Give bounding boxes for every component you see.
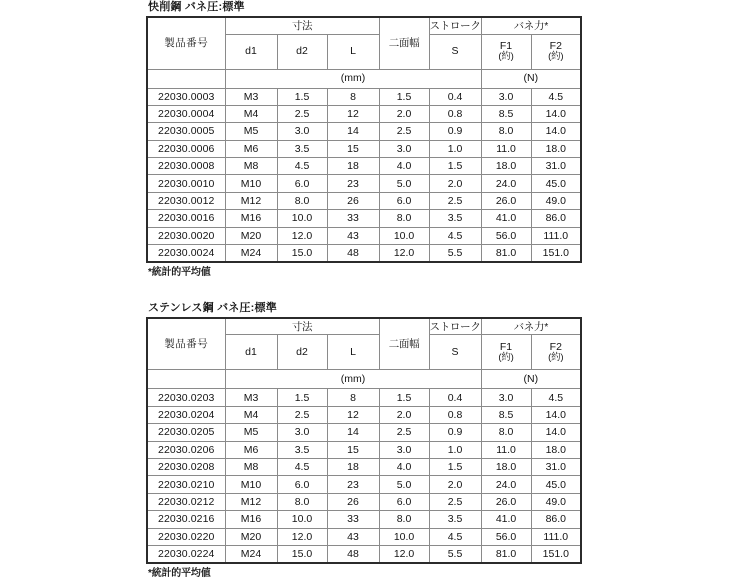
cell-part-number: 22030.0208 [147, 458, 225, 475]
cell-part-number: 22030.0004 [147, 105, 225, 122]
cell-d2: 15.0 [277, 245, 327, 262]
cell-f2: 86.0 [531, 511, 581, 528]
header-units-blank [147, 69, 225, 88]
cell-stroke: 2.0 [429, 175, 481, 192]
cell-stroke: 0.8 [429, 406, 481, 423]
cell-d2: 3.5 [277, 140, 327, 157]
cell-f2: 18.0 [531, 441, 581, 458]
cell-d2: 8.0 [277, 493, 327, 510]
cell-l: 8 [327, 88, 379, 105]
table-row [147, 528, 581, 545]
cell-stroke: 0.4 [429, 389, 481, 406]
header-f1-label: F1 [499, 340, 513, 353]
cell-part-number: 22030.0205 [147, 424, 225, 441]
header-d2: d2 [277, 335, 327, 370]
cell-stroke: 3.5 [429, 511, 481, 528]
cell-l: 18 [327, 458, 379, 475]
cell-d1: M4 [225, 105, 277, 122]
cell-f1: 18.0 [481, 158, 531, 175]
cell-d2: 4.5 [277, 158, 327, 175]
cell-f1: 3.0 [481, 389, 531, 406]
cell-width-across-flats: 1.5 [379, 88, 429, 105]
cell-l: 15 [327, 140, 379, 157]
cell-width-across-flats: 3.0 [379, 441, 429, 458]
cell-f1: 26.0 [481, 493, 531, 510]
cell-d1: M20 [225, 528, 277, 545]
cell-part-number: 22030.0006 [147, 140, 225, 157]
cell-l: 14 [327, 424, 379, 441]
cell-f2: 4.5 [531, 88, 581, 105]
cell-part-number: 22030.0203 [147, 389, 225, 406]
header-row-units [147, 370, 581, 389]
header-unit-newton: (N) [481, 69, 581, 88]
header-unit-mm: (mm) [225, 69, 481, 88]
cell-f2: 45.0 [531, 476, 581, 493]
cell-f1: 81.0 [481, 545, 531, 562]
cell-part-number: 22030.0008 [147, 158, 225, 175]
block-spacer [146, 279, 586, 301]
header-f2-label: F2 [549, 40, 562, 52]
cell-l: 26 [327, 192, 379, 209]
cell-part-number: 22030.0204 [147, 406, 225, 423]
table-row [147, 158, 581, 175]
cell-width-across-flats: 2.5 [379, 424, 429, 441]
header-f2-label: F2 [549, 340, 562, 353]
table-header [147, 17, 581, 88]
cell-part-number: 22030.0012 [147, 192, 225, 209]
cell-width-across-flats: 5.0 [379, 175, 429, 192]
cell-stroke: 0.9 [429, 123, 481, 140]
cell-d2: 4.5 [277, 458, 327, 475]
cell-part-number: 22030.0016 [147, 210, 225, 227]
cell-d1: M10 [225, 175, 277, 192]
header-f1-label: F1 [499, 40, 513, 52]
header-row-groups [147, 17, 581, 34]
table-row [147, 493, 581, 510]
cell-width-across-flats: 6.0 [379, 493, 429, 510]
cell-f2: 49.0 [531, 493, 581, 510]
cell-width-across-flats: 8.0 [379, 511, 429, 528]
cell-stroke: 2.5 [429, 192, 481, 209]
cell-f1: 41.0 [481, 511, 531, 528]
header-d1: d1 [225, 335, 277, 370]
spec-sheet [146, 0, 586, 580]
cell-stroke: 2.0 [429, 476, 481, 493]
cell-l: 48 [327, 245, 379, 262]
cell-f1: 41.0 [481, 210, 531, 227]
cell-d2: 3.0 [277, 123, 327, 140]
cell-stroke: 5.5 [429, 245, 481, 262]
cell-stroke: 1.0 [429, 441, 481, 458]
cell-d2: 2.5 [277, 105, 327, 122]
cell-d1: M3 [225, 88, 277, 105]
header-l: L [327, 34, 379, 69]
table-body [147, 88, 581, 262]
table-row [147, 441, 581, 458]
header-part-number: 製品番号 [147, 318, 225, 370]
table-row [147, 424, 581, 441]
cell-f2: 14.0 [531, 105, 581, 122]
cell-f1: 11.0 [481, 441, 531, 458]
cell-stroke: 0.4 [429, 88, 481, 105]
header-unit-newton: (N) [481, 370, 581, 389]
cell-f1: 24.0 [481, 175, 531, 192]
cell-d1: M12 [225, 493, 277, 510]
cell-d2: 3.0 [277, 424, 327, 441]
header-f2 [531, 34, 581, 69]
header-f1 [481, 335, 531, 370]
cell-f2: 14.0 [531, 123, 581, 140]
header-f1-approx: (約) [498, 51, 514, 63]
table-title: ステンレス鋼 バネ圧:標準 [148, 301, 277, 314]
cell-part-number: 22030.0224 [147, 545, 225, 562]
header-unit-mm: (mm) [225, 370, 481, 389]
cell-width-across-flats: 4.0 [379, 158, 429, 175]
table-row [147, 476, 581, 493]
cell-stroke: 5.5 [429, 545, 481, 562]
header-f1 [481, 34, 531, 69]
cell-f2: 31.0 [531, 158, 581, 175]
cell-f2: 111.0 [531, 227, 581, 244]
cell-width-across-flats: 2.0 [379, 406, 429, 423]
cell-d2: 2.5 [277, 406, 327, 423]
table-row [147, 227, 581, 244]
header-l: L [327, 335, 379, 370]
spec-block-stainless-steel [146, 301, 586, 580]
cell-d2: 10.0 [277, 511, 327, 528]
cell-width-across-flats: 3.0 [379, 140, 429, 157]
header-dimensions-group: 寸法 [225, 17, 379, 34]
cell-f1: 8.0 [481, 123, 531, 140]
table-row [147, 123, 581, 140]
cell-l: 26 [327, 493, 379, 510]
cell-f1: 8.5 [481, 105, 531, 122]
cell-f2: 14.0 [531, 406, 581, 423]
table-row [147, 406, 581, 423]
table-row [147, 458, 581, 475]
cell-d2: 10.0 [277, 210, 327, 227]
cell-l: 14 [327, 123, 379, 140]
table-row [147, 105, 581, 122]
header-dimensions-group: 寸法 [225, 318, 379, 335]
spec-table [146, 317, 582, 564]
table-row [147, 511, 581, 528]
cell-stroke: 3.5 [429, 210, 481, 227]
cell-f2: 14.0 [531, 424, 581, 441]
cell-width-across-flats: 1.5 [379, 389, 429, 406]
cell-l: 33 [327, 511, 379, 528]
cell-f1: 56.0 [481, 528, 531, 545]
header-d2: d2 [277, 34, 327, 69]
cell-l: 48 [327, 545, 379, 562]
cell-d2: 12.0 [277, 528, 327, 545]
header-f2-approx: (約) [548, 51, 564, 63]
cell-d1: M3 [225, 389, 277, 406]
cell-part-number: 22030.0212 [147, 493, 225, 510]
table-footnote: *統計的平均値 [148, 266, 211, 278]
table-row [147, 192, 581, 209]
cell-l: 43 [327, 528, 379, 545]
cell-d2: 1.5 [277, 88, 327, 105]
cell-width-across-flats: 2.0 [379, 105, 429, 122]
header-spring-force-group: バネ力* [481, 17, 581, 34]
cell-stroke: 4.5 [429, 227, 481, 244]
cell-d1: M6 [225, 140, 277, 157]
cell-d2: 1.5 [277, 389, 327, 406]
cell-l: 43 [327, 227, 379, 244]
table-header [147, 318, 581, 389]
cell-f2: 45.0 [531, 175, 581, 192]
cell-part-number: 22030.0005 [147, 123, 225, 140]
header-s: S [429, 34, 481, 69]
table-row [147, 88, 581, 105]
cell-d2: 3.5 [277, 441, 327, 458]
cell-part-number: 22030.0220 [147, 528, 225, 545]
table-row [147, 175, 581, 192]
header-width-across-flats: 二面幅 [379, 17, 429, 69]
header-f2-approx: (約) [548, 351, 564, 363]
cell-f1: 26.0 [481, 192, 531, 209]
cell-d1: M8 [225, 458, 277, 475]
cell-f2: 151.0 [531, 245, 581, 262]
cell-f2: 86.0 [531, 210, 581, 227]
cell-part-number: 22030.0010 [147, 175, 225, 192]
cell-width-across-flats: 5.0 [379, 476, 429, 493]
cell-f1: 11.0 [481, 140, 531, 157]
cell-f2: 151.0 [531, 545, 581, 562]
cell-d1: M5 [225, 424, 277, 441]
cell-d1: M8 [225, 158, 277, 175]
cell-l: 23 [327, 175, 379, 192]
cell-l: 12 [327, 105, 379, 122]
cell-d2: 8.0 [277, 192, 327, 209]
cell-stroke: 1.0 [429, 140, 481, 157]
header-row-units [147, 69, 581, 88]
cell-f2: 4.5 [531, 389, 581, 406]
cell-d2: 12.0 [277, 227, 327, 244]
cell-width-across-flats: 6.0 [379, 192, 429, 209]
spec-table [146, 16, 582, 263]
cell-d1: M10 [225, 476, 277, 493]
header-spring-force-group: バネ力* [481, 318, 581, 335]
cell-d2: 6.0 [277, 175, 327, 192]
cell-l: 15 [327, 441, 379, 458]
cell-f2: 49.0 [531, 192, 581, 209]
cell-f2: 31.0 [531, 458, 581, 475]
cell-part-number: 22030.0210 [147, 476, 225, 493]
table-body [147, 389, 581, 563]
cell-stroke: 1.5 [429, 458, 481, 475]
header-row-groups [147, 318, 581, 335]
cell-f1: 3.0 [481, 88, 531, 105]
cell-l: 8 [327, 389, 379, 406]
cell-width-across-flats: 12.0 [379, 245, 429, 262]
cell-stroke: 4.5 [429, 528, 481, 545]
cell-f1: 24.0 [481, 476, 531, 493]
table-row [147, 140, 581, 157]
cell-l: 12 [327, 406, 379, 423]
header-d1: d1 [225, 34, 277, 69]
cell-stroke: 0.9 [429, 424, 481, 441]
cell-stroke: 2.5 [429, 493, 481, 510]
cell-f1: 8.5 [481, 406, 531, 423]
cell-stroke: 0.8 [429, 105, 481, 122]
cell-stroke: 1.5 [429, 158, 481, 175]
header-width-across-flats: 二面幅 [379, 318, 429, 370]
cell-width-across-flats: 2.5 [379, 123, 429, 140]
header-stroke-group: ストローク [429, 318, 481, 335]
cell-f1: 56.0 [481, 227, 531, 244]
header-f1-approx: (約) [498, 351, 514, 363]
cell-part-number: 22030.0206 [147, 441, 225, 458]
cell-l: 18 [327, 158, 379, 175]
table-footnote: *統計的平均値 [148, 567, 211, 579]
cell-part-number: 22030.0216 [147, 511, 225, 528]
spec-block-free-cutting-steel [146, 0, 586, 279]
cell-width-across-flats: 8.0 [379, 210, 429, 227]
cell-width-across-flats: 4.0 [379, 458, 429, 475]
header-units-blank [147, 370, 225, 389]
cell-d1: M5 [225, 123, 277, 140]
cell-part-number: 22030.0003 [147, 88, 225, 105]
cell-d1: M12 [225, 192, 277, 209]
cell-d1: M4 [225, 406, 277, 423]
cell-width-across-flats: 10.0 [379, 528, 429, 545]
cell-l: 33 [327, 210, 379, 227]
header-part-number: 製品番号 [147, 17, 225, 69]
cell-d1: M24 [225, 245, 277, 262]
table-row [147, 245, 581, 262]
cell-part-number: 22030.0020 [147, 227, 225, 244]
table-row [147, 389, 581, 406]
cell-d1: M16 [225, 210, 277, 227]
cell-d2: 6.0 [277, 476, 327, 493]
cell-part-number: 22030.0024 [147, 245, 225, 262]
table-row [147, 545, 581, 562]
cell-d1: M20 [225, 227, 277, 244]
cell-f1: 8.0 [481, 424, 531, 441]
cell-width-across-flats: 12.0 [379, 545, 429, 562]
cell-d2: 15.0 [277, 545, 327, 562]
cell-width-across-flats: 10.0 [379, 227, 429, 244]
header-stroke-group: ストローク [429, 17, 481, 34]
cell-f2: 111.0 [531, 528, 581, 545]
cell-l: 23 [327, 476, 379, 493]
header-s: S [429, 335, 481, 370]
cell-d1: M16 [225, 511, 277, 528]
cell-d1: M24 [225, 545, 277, 562]
cell-f2: 18.0 [531, 140, 581, 157]
header-f2 [531, 335, 581, 370]
cell-f1: 81.0 [481, 245, 531, 262]
cell-d1: M6 [225, 441, 277, 458]
table-row [147, 210, 581, 227]
table-title: 快削鋼 バネ圧:標準 [148, 1, 245, 13]
cell-f1: 18.0 [481, 458, 531, 475]
